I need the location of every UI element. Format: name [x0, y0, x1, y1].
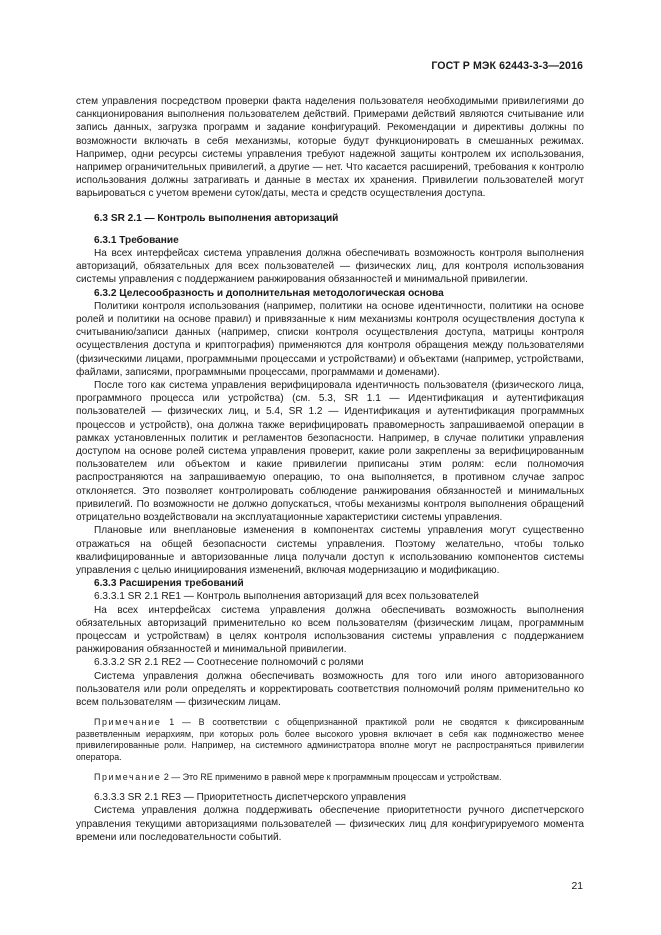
- paragraph-6-3-2-c: Плановые или внеплановые изменения в компонентах системы управления могут существенно отражаться на общей безопасности системы управления. Поэтому желательно, чтобы только квалифицированные и авторизованные лица получали доступ к использованию компонентов системы управления с целью инициирования изменений, включая модернизацию и модификацию.: [76, 525, 584, 576]
- paragraph-6-3-1: На всех интерфейсах система управления должна обеспечивать возможность контроля выполнения авторизаций, обязательных для всех пользователей — физических лиц, для контроля использования системы управления с поддержанием ранжирования обязанностей и минимальной привилегии.: [76, 248, 584, 286]
- note-1-label: Примечание: [94, 717, 162, 728]
- note-1-text: 1 — В соответствии с общепризнанной практикой роли не сводятся к фиксированным разветвленным иерархиям, при которых роль более высокого уровня включает в себя как подмножество менее привилегированные роли. Например, на системного администратора вполне могут не распространяться привилегии оператора.: [76, 717, 584, 762]
- document-code-header: ГОСТ Р МЭК 62443-3-3—2016: [431, 60, 583, 72]
- intro-paragraph: стем управления посредством проверки факта наделения пользователя необходимыми привилегиями до санкционирования выполнения пользователем действий. Примерами действий являются считывание или запись данных, загрузка программ и задание конфигураций. Рекомендации и директивы должны по возможности включать в себя механизмы, которые будут функционировать в смешанных режимах. Например, одни ресурсы системы управления требуют надежной защиты контролем их использования, например ограничительных привилегий, а другие — нет. Что касается расширений, требования к контролю использования должны затрагивать и данные в местах их хранения. Привилегии пользователей могут варьироваться с учетом времени суток/даты, места и средств осуществления доступа.: [76, 96, 584, 200]
- note-2-text: 2 — Это RE применимо в равной мере к программным процессам и устройствам.: [161, 771, 502, 782]
- subsection-heading-6-3-3: 6.3.3 Расширения требований: [94, 578, 244, 590]
- paragraph-re1: На всех интерфейсах система управления должна обеспечивать возможность выполнения обязательных авторизаций применительно ко всем пользователям (физическим лицам, программным процессам и устройствам) в целях контроля использования системы управления с поддержанием ранжирования обязанностей и минимальной привилегии.: [76, 604, 584, 656]
- clause-heading-re2: 6.3.3.2 SR 2.1 RE2 — Соотнесение полномочий с ролями: [94, 657, 364, 669]
- subsection-heading-6-3-1: 6.3.1 Требование: [94, 234, 179, 246]
- note-2-label: Примечание: [94, 771, 162, 782]
- note-2: [76, 772, 584, 784]
- clause-heading-re3: 6.3.3.3 SR 2.1 RE3 — Приоритетность диспетчерского управления: [94, 792, 406, 804]
- paragraph-re2: Система управления должна обеспечивать возможность для того или иного авторизованного пользователя или роли определять и корректировать соответствия полномочий ролям применительно ко всем пользователям — физическим лицам.: [76, 670, 584, 708]
- subsection-heading-6-3-2: 6.3.2 Целесообразность и дополнительная методологическая основа: [94, 287, 444, 299]
- clause-heading-re1: 6.3.3.1 SR 2.1 RE1 — Контроль выполнения авторизаций для всех пользователей: [94, 591, 479, 603]
- note-1: [76, 717, 584, 763]
- paragraph-6-3-2-b: После того как система управления верифицировала идентичность пользователя (физического лица, программного процесса или устройства) (см. 5.3, SR 1.1 — Идентификация и аутентификация пользователей — физических лиц, и 5.4, SR 1.2 — Идентификация и аутентификация программных процессов и устройств), она должна также верифицировать правомерность запрашиваемой операции в рамках установленных политик и регламентов безопасности. Например, в случае политики управления доступом на основе ролей система управления проверит, какие роли закреплены за верифицированным пользователем или объектом и какие привилегии приписаны этим ролям: если полномочия распространяются на запрашиваемую операцию, то она выполняется, в противном случае запрос отклоняется. Это позволяет контролировать соблюдение ранжирования обязанностей и минимальных привилегий. По возможности не должно допускаться, чтобы механизмы контроля выполнения обращений отрицательно воздействовали на эксплуатационные характеристики системы управления.: [76, 380, 584, 524]
- page-number: 21: [571, 881, 583, 892]
- paragraph-re3: Система управления должна поддерживать обеспечение приоритетности ручного диспетчерского управления текущими авторизациями пользователей — физических лиц для конфигурируемого момента времени или последовательности событий.: [76, 805, 584, 843]
- section-heading-6-3: 6.3 SR 2.1 — Контроль выполнения авторизаций: [94, 212, 339, 224]
- paragraph-6-3-2-a: Политики контроля использования (например, политики на основе идентичности, политики на основе ролей и политики на основе правил) и привязанные к ним механизмы контроля осуществления доступа к считыванию/записи данных (например, списки контроля осуществления доступа, матрицы контроля осуществления доступа и криптография) применяются для контроля обращения между пользователями (физическими лицами, программными процессами и устройствами) и объектами (например, устройствами, файлами, записями, программными процессами, программами и доменами).: [76, 300, 584, 378]
- page-content: [76, 95, 584, 844]
